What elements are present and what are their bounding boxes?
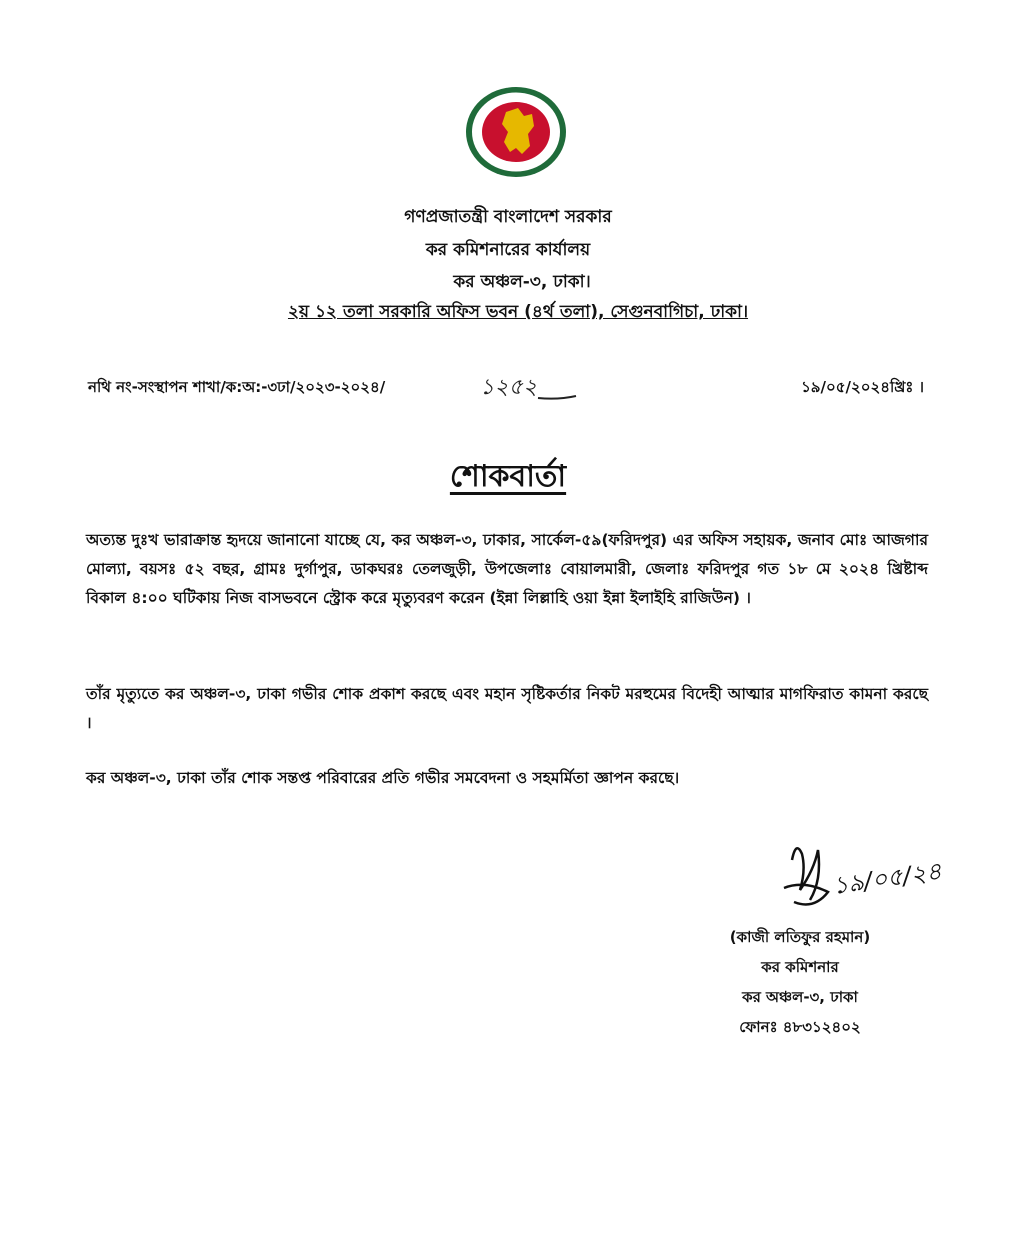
document-date: ১৯/০৫/২০২৪খ্রিঃ । xyxy=(801,378,924,396)
body-paragraph-1: অত্যন্ত দুঃখ ভারাক্রান্ত হৃদয়ে জানানো যাচ্ছে যে, কর অঞ্চল-৩, ঢাকার, সার্কেল-৫৯(ফরিদপুর) এর অফিস সহায়ক, জনাব মোঃ আজগার মোল্যা, বয়সঃ ৫২ বছর, গ্রামঃ দুর্গাপুর, ডাকঘরঃ তেলজুড়ী, উপজেলাঃ বোয়ালমারী, জেলাঃ ফরিদপুর গত ১৮ মে ২০২৪ খ্রিষ্টাব্দ বিকাল ৪:০০ ঘটিকায় নিজ বাসভবনে স্ট্রোক করে মৃত্যুবরণ করেন (ইন্না লিল্লাহি ওয়া ইন্না ইলাইহি রাজিউন) । xyxy=(86,531,928,607)
handwritten-reference-number xyxy=(478,370,578,404)
signatory-phone: ফোনঃ ৪৮৩১২৪০২ xyxy=(739,1018,861,1036)
header-address: ২য় ১২ তলা সরকারি অফিস ভবন (৪র্থ তলা), সেগুনবাগিচা, ঢাকা। xyxy=(287,302,749,322)
document-title xyxy=(0,452,1016,503)
signatory-office: কর অঞ্চল-৩, ঢাকা xyxy=(742,988,858,1006)
handwritten-signature-date: ১৯/০৫/২৪ xyxy=(830,856,944,900)
government-seal-icon xyxy=(462,84,570,180)
signatory-designation: কর কমিশনার xyxy=(761,958,839,976)
header-zone: কর অঞ্চল-৩, ঢাকা। xyxy=(453,272,591,292)
reference-number: নথি নং-সংস্থাপন শাখা/ক:অ:-৩ঢা/২০২৩-২০২৪/ xyxy=(88,378,386,396)
header-office: কর কমিশনারের কার্যালয় xyxy=(425,240,591,260)
title-text: শোকবার্তা xyxy=(449,459,567,494)
header-government: গণপ্রজাতন্ত্রী বাংলাদেশ সরকার xyxy=(404,207,612,227)
signatory-name: (কাজী লতিফুর রহমান) xyxy=(729,928,871,946)
body-paragraph-2: তাঁর মৃত্যুতে কর অঞ্চল-৩, ঢাকা গভীর শোক প্রকাশ করছে এবং মহান সৃষ্টিকর্তার নিকট মরহুমের বিদেহী আত্মার মাগফিরাত কামনা করছে । xyxy=(86,685,928,732)
handwritten-reference-text: ১২৫২ xyxy=(480,375,538,400)
body-paragraph-3: কর অঞ্চল-৩, ঢাকা তাঁর শোক সন্তপ্ত পরিবারের প্রতি গভীর সমবেদনা ও সহমর্মিতা জ্ঞাপন করছে। xyxy=(86,769,680,787)
